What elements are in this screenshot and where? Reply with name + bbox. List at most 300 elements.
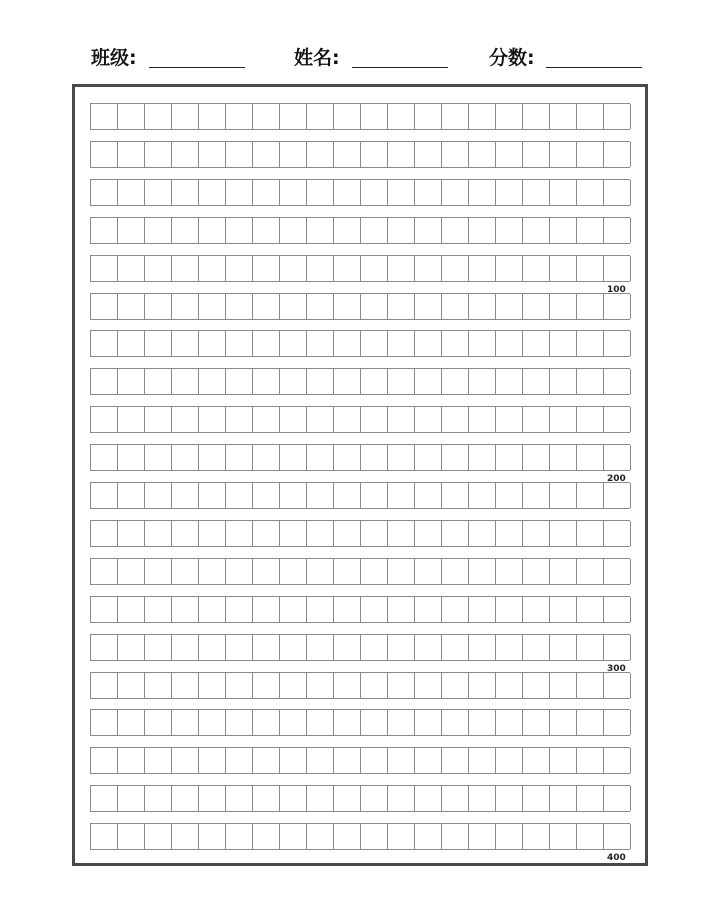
- grid-cell[interactable]: [226, 180, 253, 205]
- grid-cell[interactable]: [604, 483, 631, 508]
- grid-cell[interactable]: [442, 104, 469, 129]
- grid-cell[interactable]: [577, 180, 604, 205]
- grid-cell[interactable]: [226, 559, 253, 584]
- grid-cell[interactable]: [415, 673, 442, 698]
- grid-cell[interactable]: [415, 483, 442, 508]
- grid-cell[interactable]: [523, 673, 550, 698]
- grid-cell[interactable]: [91, 256, 118, 281]
- grid-cell[interactable]: [172, 786, 199, 811]
- grid-cell[interactable]: [226, 748, 253, 773]
- grid-cell[interactable]: [388, 142, 415, 167]
- grid-cell[interactable]: [604, 748, 631, 773]
- grid-cell[interactable]: [280, 748, 307, 773]
- grid-cell[interactable]: [442, 521, 469, 546]
- grid-cell[interactable]: [550, 710, 577, 735]
- grid-cell[interactable]: [118, 218, 145, 243]
- grid-cell[interactable]: [280, 673, 307, 698]
- grid-cell[interactable]: [172, 559, 199, 584]
- grid-cell[interactable]: [199, 748, 226, 773]
- grid-cell[interactable]: [253, 521, 280, 546]
- grid-cell[interactable]: [118, 824, 145, 849]
- grid-cell[interactable]: [550, 218, 577, 243]
- grid-cell[interactable]: [442, 635, 469, 660]
- grid-cell[interactable]: [280, 180, 307, 205]
- grid-cell[interactable]: [604, 407, 631, 432]
- grid-cell[interactable]: [361, 824, 388, 849]
- grid-cell[interactable]: [388, 369, 415, 394]
- grid-cell[interactable]: [118, 748, 145, 773]
- grid-cell[interactable]: [253, 180, 280, 205]
- grid-cell[interactable]: [307, 824, 334, 849]
- grid-cell[interactable]: [496, 294, 523, 319]
- grid-cell[interactable]: [91, 824, 118, 849]
- grid-cell[interactable]: [469, 635, 496, 660]
- grid-cell[interactable]: [361, 635, 388, 660]
- grid-cell[interactable]: [415, 407, 442, 432]
- grid-cell[interactable]: [145, 445, 172, 470]
- grid-cell[interactable]: [415, 559, 442, 584]
- grid-cell[interactable]: [280, 521, 307, 546]
- grid-cell[interactable]: [253, 483, 280, 508]
- grid-cell[interactable]: [145, 824, 172, 849]
- grid-cell[interactable]: [118, 710, 145, 735]
- grid-cell[interactable]: [604, 256, 631, 281]
- grid-cell[interactable]: [226, 824, 253, 849]
- grid-cell[interactable]: [199, 256, 226, 281]
- grid-cell[interactable]: [577, 369, 604, 394]
- grid-cell[interactable]: [496, 180, 523, 205]
- grid-cell[interactable]: [577, 824, 604, 849]
- grid-cell[interactable]: [550, 786, 577, 811]
- grid-cell[interactable]: [388, 180, 415, 205]
- grid-cell[interactable]: [199, 710, 226, 735]
- grid-cell[interactable]: [523, 483, 550, 508]
- grid-cell[interactable]: [172, 294, 199, 319]
- grid-cell[interactable]: [469, 180, 496, 205]
- grid-cell[interactable]: [469, 748, 496, 773]
- grid-cell[interactable]: [145, 180, 172, 205]
- grid-cell[interactable]: [145, 369, 172, 394]
- grid-cell[interactable]: [226, 256, 253, 281]
- grid-cell[interactable]: [118, 521, 145, 546]
- grid-cell[interactable]: [199, 142, 226, 167]
- grid-cell[interactable]: [145, 407, 172, 432]
- grid-cell[interactable]: [226, 635, 253, 660]
- grid-cell[interactable]: [496, 559, 523, 584]
- grid-cell[interactable]: [226, 218, 253, 243]
- grid-cell[interactable]: [388, 710, 415, 735]
- grid-cell[interactable]: [550, 635, 577, 660]
- grid-cell[interactable]: [199, 635, 226, 660]
- grid-cell[interactable]: [361, 180, 388, 205]
- grid-cell[interactable]: [172, 483, 199, 508]
- grid-cell[interactable]: [199, 559, 226, 584]
- grid-cell[interactable]: [307, 521, 334, 546]
- grid-cell[interactable]: [415, 104, 442, 129]
- grid-cell[interactable]: [415, 445, 442, 470]
- grid-cell[interactable]: [577, 104, 604, 129]
- grid-cell[interactable]: [307, 710, 334, 735]
- grid-cell[interactable]: [280, 445, 307, 470]
- grid-cell[interactable]: [523, 180, 550, 205]
- grid-cell[interactable]: [604, 218, 631, 243]
- grid-cell[interactable]: [226, 142, 253, 167]
- grid-cell[interactable]: [199, 180, 226, 205]
- grid-cell[interactable]: [496, 635, 523, 660]
- grid-cell[interactable]: [469, 559, 496, 584]
- grid-cell[interactable]: [199, 407, 226, 432]
- grid-cell[interactable]: [577, 710, 604, 735]
- grid-cell[interactable]: [442, 294, 469, 319]
- grid-cell[interactable]: [577, 559, 604, 584]
- grid-cell[interactable]: [172, 218, 199, 243]
- grid-cell[interactable]: [577, 407, 604, 432]
- grid-cell[interactable]: [604, 104, 631, 129]
- grid-cell[interactable]: [550, 142, 577, 167]
- grid-cell[interactable]: [334, 142, 361, 167]
- grid-cell[interactable]: [550, 597, 577, 622]
- grid-cell[interactable]: [172, 635, 199, 660]
- grid-cell[interactable]: [334, 673, 361, 698]
- grid-cell[interactable]: [91, 445, 118, 470]
- grid-cell[interactable]: [469, 294, 496, 319]
- grid-cell[interactable]: [361, 407, 388, 432]
- grid-cell[interactable]: [469, 331, 496, 356]
- grid-cell[interactable]: [469, 786, 496, 811]
- grid-cell[interactable]: [91, 559, 118, 584]
- grid-cell[interactable]: [145, 483, 172, 508]
- grid-cell[interactable]: [496, 331, 523, 356]
- grid-cell[interactable]: [118, 180, 145, 205]
- grid-cell[interactable]: [415, 180, 442, 205]
- grid-cell[interactable]: [307, 559, 334, 584]
- grid-cell[interactable]: [280, 331, 307, 356]
- grid-cell[interactable]: [415, 521, 442, 546]
- grid-cell[interactable]: [442, 142, 469, 167]
- grid-cell[interactable]: [226, 483, 253, 508]
- grid-cell[interactable]: [361, 294, 388, 319]
- grid-cell[interactable]: [226, 445, 253, 470]
- name-blank-line[interactable]: [352, 67, 448, 68]
- grid-cell[interactable]: [496, 142, 523, 167]
- grid-cell[interactable]: [415, 331, 442, 356]
- grid-cell[interactable]: [91, 180, 118, 205]
- grid-cell[interactable]: [469, 483, 496, 508]
- grid-cell[interactable]: [523, 786, 550, 811]
- grid-cell[interactable]: [523, 104, 550, 129]
- grid-cell[interactable]: [307, 331, 334, 356]
- grid-cell[interactable]: [550, 294, 577, 319]
- grid-cell[interactable]: [172, 331, 199, 356]
- grid-cell[interactable]: [415, 294, 442, 319]
- grid-cell[interactable]: [361, 786, 388, 811]
- grid-cell[interactable]: [577, 521, 604, 546]
- grid-cell[interactable]: [226, 710, 253, 735]
- grid-cell[interactable]: [496, 104, 523, 129]
- grid-cell[interactable]: [307, 748, 334, 773]
- grid-cell[interactable]: [199, 673, 226, 698]
- grid-cell[interactable]: [496, 710, 523, 735]
- grid-cell[interactable]: [523, 597, 550, 622]
- grid-cell[interactable]: [550, 180, 577, 205]
- grid-cell[interactable]: [334, 218, 361, 243]
- grid-cell[interactable]: [91, 521, 118, 546]
- grid-cell[interactable]: [280, 104, 307, 129]
- grid-cell[interactable]: [172, 710, 199, 735]
- grid-cell[interactable]: [91, 635, 118, 660]
- grid-cell[interactable]: [118, 104, 145, 129]
- grid-cell[interactable]: [442, 445, 469, 470]
- grid-cell[interactable]: [199, 331, 226, 356]
- grid-cell[interactable]: [307, 786, 334, 811]
- grid-cell[interactable]: [469, 104, 496, 129]
- grid-cell[interactable]: [91, 748, 118, 773]
- grid-cell[interactable]: [145, 748, 172, 773]
- grid-cell[interactable]: [550, 331, 577, 356]
- grid-cell[interactable]: [253, 824, 280, 849]
- grid-cell[interactable]: [415, 218, 442, 243]
- grid-cell[interactable]: [469, 445, 496, 470]
- grid-cell[interactable]: [307, 180, 334, 205]
- grid-cell[interactable]: [415, 142, 442, 167]
- grid-cell[interactable]: [523, 142, 550, 167]
- grid-cell[interactable]: [334, 180, 361, 205]
- grid-cell[interactable]: [253, 748, 280, 773]
- grid-cell[interactable]: [496, 445, 523, 470]
- grid-cell[interactable]: [442, 673, 469, 698]
- grid-cell[interactable]: [118, 369, 145, 394]
- grid-cell[interactable]: [199, 294, 226, 319]
- grid-cell[interactable]: [604, 824, 631, 849]
- grid-cell[interactable]: [226, 673, 253, 698]
- grid-cell[interactable]: [145, 294, 172, 319]
- grid-cell[interactable]: [550, 407, 577, 432]
- grid-cell[interactable]: [415, 369, 442, 394]
- grid-cell[interactable]: [361, 218, 388, 243]
- grid-cell[interactable]: [577, 597, 604, 622]
- grid-cell[interactable]: [388, 748, 415, 773]
- grid-cell[interactable]: [172, 521, 199, 546]
- grid-cell[interactable]: [469, 369, 496, 394]
- grid-cell[interactable]: [442, 559, 469, 584]
- grid-cell[interactable]: [415, 256, 442, 281]
- grid-cell[interactable]: [523, 521, 550, 546]
- grid-cell[interactable]: [280, 824, 307, 849]
- grid-cell[interactable]: [496, 483, 523, 508]
- grid-cell[interactable]: [442, 597, 469, 622]
- grid-cell[interactable]: [91, 786, 118, 811]
- grid-cell[interactable]: [253, 294, 280, 319]
- grid-cell[interactable]: [577, 331, 604, 356]
- grid-cell[interactable]: [577, 483, 604, 508]
- grid-cell[interactable]: [280, 294, 307, 319]
- grid-cell[interactable]: [442, 710, 469, 735]
- grid-cell[interactable]: [442, 218, 469, 243]
- grid-cell[interactable]: [280, 142, 307, 167]
- grid-cell[interactable]: [361, 331, 388, 356]
- grid-cell[interactable]: [577, 445, 604, 470]
- grid-cell[interactable]: [577, 786, 604, 811]
- grid-cell[interactable]: [550, 824, 577, 849]
- grid-cell[interactable]: [334, 483, 361, 508]
- grid-cell[interactable]: [442, 180, 469, 205]
- grid-cell[interactable]: [91, 331, 118, 356]
- grid-cell[interactable]: [118, 256, 145, 281]
- grid-cell[interactable]: [550, 559, 577, 584]
- grid-cell[interactable]: [361, 142, 388, 167]
- grid-cell[interactable]: [442, 748, 469, 773]
- grid-cell[interactable]: [253, 407, 280, 432]
- grid-cell[interactable]: [280, 369, 307, 394]
- grid-cell[interactable]: [226, 597, 253, 622]
- grid-cell[interactable]: [199, 786, 226, 811]
- grid-cell[interactable]: [334, 824, 361, 849]
- grid-cell[interactable]: [307, 673, 334, 698]
- grid-cell[interactable]: [388, 786, 415, 811]
- grid-cell[interactable]: [145, 218, 172, 243]
- grid-cell[interactable]: [172, 104, 199, 129]
- grid-cell[interactable]: [334, 710, 361, 735]
- grid-cell[interactable]: [361, 559, 388, 584]
- grid-cell[interactable]: [388, 445, 415, 470]
- grid-cell[interactable]: [307, 407, 334, 432]
- grid-cell[interactable]: [145, 786, 172, 811]
- grid-cell[interactable]: [550, 104, 577, 129]
- grid-cell[interactable]: [253, 445, 280, 470]
- grid-cell[interactable]: [469, 521, 496, 546]
- grid-cell[interactable]: [577, 635, 604, 660]
- grid-cell[interactable]: [172, 180, 199, 205]
- grid-cell[interactable]: [523, 710, 550, 735]
- grid-cell[interactable]: [415, 748, 442, 773]
- grid-cell[interactable]: [334, 369, 361, 394]
- grid-cell[interactable]: [226, 331, 253, 356]
- grid-cell[interactable]: [172, 748, 199, 773]
- grid-cell[interactable]: [334, 294, 361, 319]
- grid-cell[interactable]: [118, 786, 145, 811]
- grid-cell[interactable]: [550, 445, 577, 470]
- grid-cell[interactable]: [388, 256, 415, 281]
- grid-cell[interactable]: [469, 597, 496, 622]
- grid-cell[interactable]: [91, 710, 118, 735]
- grid-cell[interactable]: [253, 218, 280, 243]
- grid-cell[interactable]: [577, 748, 604, 773]
- grid-cell[interactable]: [550, 256, 577, 281]
- grid-cell[interactable]: [388, 483, 415, 508]
- grid-cell[interactable]: [469, 710, 496, 735]
- grid-cell[interactable]: [415, 824, 442, 849]
- grid-cell[interactable]: [469, 673, 496, 698]
- grid-cell[interactable]: [604, 559, 631, 584]
- grid-cell[interactable]: [523, 559, 550, 584]
- grid-cell[interactable]: [388, 597, 415, 622]
- grid-cell[interactable]: [307, 256, 334, 281]
- score-blank-line[interactable]: [546, 67, 642, 68]
- grid-cell[interactable]: [496, 218, 523, 243]
- grid-cell[interactable]: [361, 104, 388, 129]
- grid-cell[interactable]: [253, 673, 280, 698]
- grid-cell[interactable]: [145, 256, 172, 281]
- grid-cell[interactable]: [91, 294, 118, 319]
- grid-cell[interactable]: [199, 597, 226, 622]
- grid-cell[interactable]: [334, 597, 361, 622]
- grid-cell[interactable]: [334, 635, 361, 660]
- grid-cell[interactable]: [550, 483, 577, 508]
- grid-cell[interactable]: [496, 748, 523, 773]
- grid-cell[interactable]: [91, 104, 118, 129]
- grid-cell[interactable]: [334, 559, 361, 584]
- grid-cell[interactable]: [361, 483, 388, 508]
- grid-cell[interactable]: [334, 521, 361, 546]
- grid-cell[interactable]: [226, 521, 253, 546]
- grid-cell[interactable]: [361, 673, 388, 698]
- grid-cell[interactable]: [91, 407, 118, 432]
- grid-cell[interactable]: [280, 218, 307, 243]
- grid-cell[interactable]: [307, 142, 334, 167]
- grid-cell[interactable]: [388, 104, 415, 129]
- grid-cell[interactable]: [172, 445, 199, 470]
- grid-cell[interactable]: [334, 331, 361, 356]
- grid-cell[interactable]: [91, 142, 118, 167]
- grid-cell[interactable]: [145, 521, 172, 546]
- grid-cell[interactable]: [253, 710, 280, 735]
- grid-cell[interactable]: [496, 369, 523, 394]
- grid-cell[interactable]: [523, 331, 550, 356]
- grid-cell[interactable]: [172, 597, 199, 622]
- grid-cell[interactable]: [334, 104, 361, 129]
- grid-cell[interactable]: [334, 748, 361, 773]
- grid-cell[interactable]: [118, 407, 145, 432]
- grid-cell[interactable]: [226, 407, 253, 432]
- grid-cell[interactable]: [334, 407, 361, 432]
- grid-cell[interactable]: [523, 748, 550, 773]
- grid-cell[interactable]: [199, 369, 226, 394]
- grid-cell[interactable]: [145, 331, 172, 356]
- grid-cell[interactable]: [172, 369, 199, 394]
- grid-cell[interactable]: [145, 597, 172, 622]
- grid-cell[interactable]: [442, 256, 469, 281]
- grid-cell[interactable]: [604, 445, 631, 470]
- grid-cell[interactable]: [496, 824, 523, 849]
- grid-cell[interactable]: [442, 786, 469, 811]
- grid-cell[interactable]: [118, 483, 145, 508]
- grid-cell[interactable]: [388, 824, 415, 849]
- grid-cell[interactable]: [604, 786, 631, 811]
- grid-cell[interactable]: [577, 256, 604, 281]
- grid-cell[interactable]: [307, 483, 334, 508]
- grid-cell[interactable]: [388, 559, 415, 584]
- grid-cell[interactable]: [307, 369, 334, 394]
- grid-cell[interactable]: [604, 710, 631, 735]
- grid-cell[interactable]: [226, 294, 253, 319]
- grid-cell[interactable]: [604, 673, 631, 698]
- grid-cell[interactable]: [604, 142, 631, 167]
- grid-cell[interactable]: [550, 673, 577, 698]
- grid-cell[interactable]: [253, 635, 280, 660]
- grid-cell[interactable]: [307, 445, 334, 470]
- grid-cell[interactable]: [253, 104, 280, 129]
- grid-cell[interactable]: [334, 786, 361, 811]
- grid-cell[interactable]: [118, 673, 145, 698]
- grid-cell[interactable]: [172, 256, 199, 281]
- grid-cell[interactable]: [118, 597, 145, 622]
- grid-cell[interactable]: [199, 104, 226, 129]
- grid-cell[interactable]: [388, 331, 415, 356]
- grid-cell[interactable]: [280, 786, 307, 811]
- grid-cell[interactable]: [523, 407, 550, 432]
- grid-cell[interactable]: [361, 521, 388, 546]
- grid-cell[interactable]: [523, 369, 550, 394]
